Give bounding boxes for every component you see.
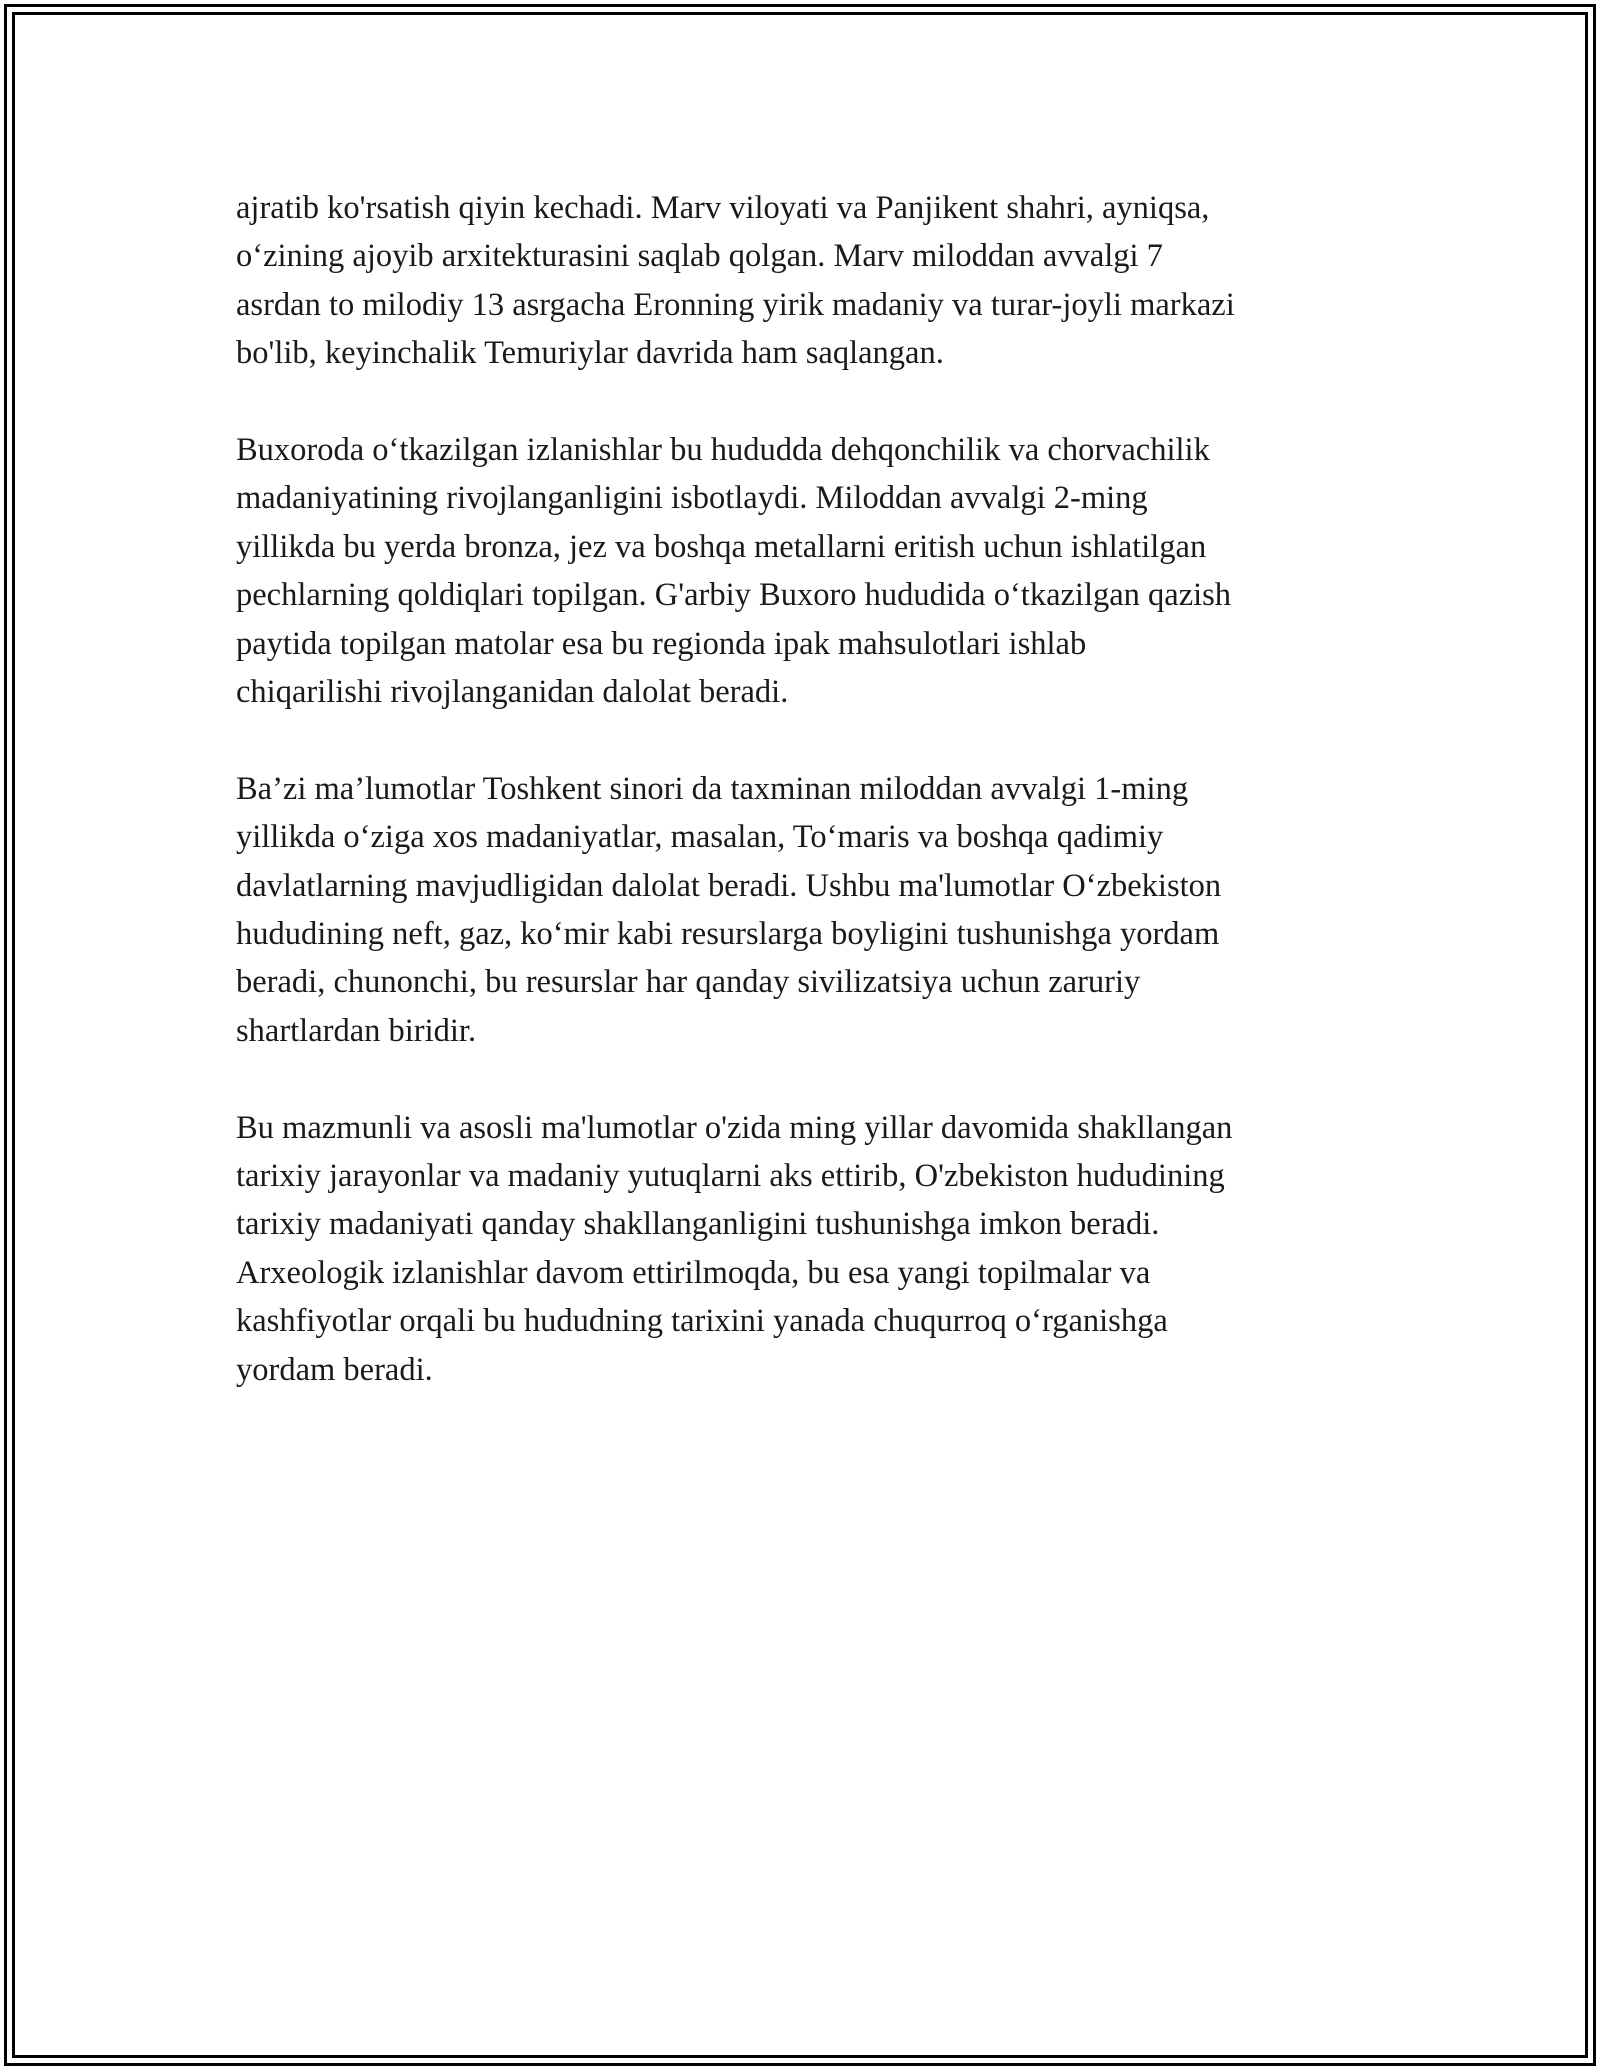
- paragraph-buxoro: [236, 426, 1376, 716]
- text-line: chiqarilishi rivojlanganidan dalolat beradi.: [236, 674, 789, 711]
- paragraph-conclusion: [236, 1104, 1376, 1394]
- paragraph-marv: [236, 184, 1376, 378]
- text-line: yillikda o‘ziga xos madaniyatlar, masalan, To‘maris va boshqa qadimiy: [236, 819, 1164, 856]
- text-line: ajratib ko'rsatish qiyin kechadi. Marv viloyati va Panjikent shahri, ayniqsa,: [236, 190, 1210, 226]
- text-line: davlatlarning mavjudligidan dalolat beradi. Ushbu ma'lumotlar O‘zbekiston: [236, 867, 1222, 904]
- text-line: yillikda bu yerda bronza, jez va boshqa metallarni eritish uchun ishlatilgan: [236, 528, 1207, 565]
- text-line: pechlarning qoldiqlari topilgan. G'arbiy Buxoro hududida o‘tkazilgan qazish: [236, 577, 1232, 614]
- text-line: beradi, chunonchi, bu resurslar har qanday sivilizatsiya uchun zaruriy: [236, 964, 1141, 1001]
- text-line: tarixiy jarayonlar va madaniy yutuqlarni aks ettirib, O'zbekiston hududining: [236, 1158, 1225, 1195]
- text-line: shartlardan biridir.: [236, 1012, 477, 1049]
- text-line: paytida topilgan matolar esa bu regionda ipak mahsulotlari ishlab: [236, 625, 1087, 662]
- text-line: madaniyatining rivojlanganligini isbotlaydi. Miloddan avvalgi 2-ming: [236, 480, 1148, 517]
- text-line: Bu mazmunli va asosli ma'lumotlar o'zida ming yillar davomida shakllangan: [236, 1109, 1233, 1146]
- text-line: bo'lib, keyinchalik Temuriylar davrida ham saqlangan.: [236, 335, 944, 372]
- text-line: Ba’zi ma’lumotlar Toshkent sinori da taxminan miloddan avvalgi 1-ming: [236, 770, 1189, 807]
- text-line: Arxeologik izlanishlar davom ettirilmoqda, bu esa yangi topilmalar va: [236, 1254, 1151, 1291]
- text-line: tarixiy madaniyati qanday shakllanganligini tushunishga imkon beradi.: [236, 1206, 1160, 1243]
- document-body: [236, 184, 1376, 1443]
- paragraph-toshkent: [236, 765, 1376, 1055]
- text-line: o‘zining ajoyib arxitekturasini saqlab qolgan. Marv miloddan avvalgi 7: [236, 238, 1163, 275]
- text-line: yordam beradi.: [236, 1351, 433, 1388]
- text-line: Buxoroda o‘tkazilgan izlanishlar bu hududda dehqonchilik va chorvachilik: [236, 432, 1210, 469]
- text-line: asrdan to milodiy 13 asrgacha Eronning yirik madaniy va turar-joyli markazi: [236, 286, 1235, 323]
- text-line: kashfiyotlar orqali bu hududning tarixini yanada chuqurroq o‘rganishga: [236, 1303, 1168, 1340]
- text-line: hududining neft, gaz, ko‘mir kabi resurslarga boyligini tushunishga yordam: [236, 916, 1220, 953]
